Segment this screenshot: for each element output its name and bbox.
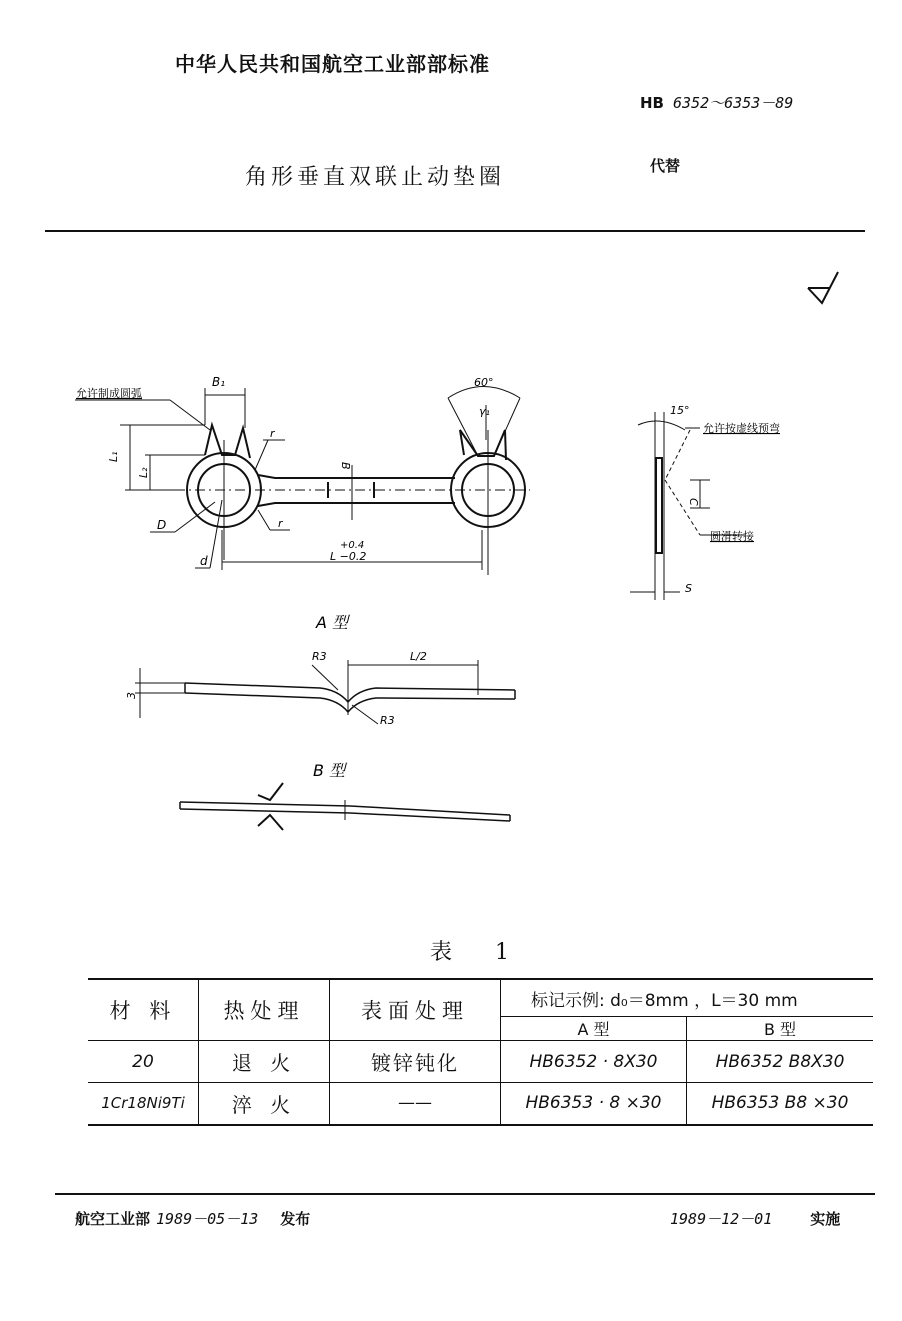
bottom-rule	[55, 1193, 875, 1195]
type-b-view	[180, 783, 510, 830]
table-row	[88, 1041, 873, 1083]
header-heat: 热处理	[199, 979, 330, 1041]
spec-table	[88, 978, 873, 1126]
footer-effective	[670, 1208, 840, 1229]
washer-side-view	[630, 412, 745, 600]
dim-r3-top: R3	[312, 650, 327, 663]
cell-material: 1Cr18Ni9Ti	[88, 1083, 199, 1125]
dim-b1: B₁	[212, 375, 226, 389]
document-title: 角形垂直双联止动垫圈	[245, 165, 506, 190]
header-material: 材 料	[88, 979, 199, 1041]
header-surface: 表面处理	[330, 979, 501, 1041]
effective-label: 实施	[810, 1210, 841, 1228]
standard-code: 6352～6353－89	[673, 94, 794, 112]
standard-prefix: HB	[640, 94, 664, 112]
dim-gamma: γ₁	[479, 405, 490, 418]
cell-type-b: HB6352 B8X30	[687, 1041, 874, 1083]
dim-r-bottom: r	[278, 517, 283, 530]
dim-b: B	[339, 462, 352, 470]
replaces-label: 代替	[650, 157, 681, 175]
dim-l2: L₂	[137, 467, 150, 478]
cell-surface: ——	[330, 1083, 501, 1125]
dim-c: C	[687, 498, 700, 506]
technical-drawing	[0, 240, 902, 840]
header-type-a: A 型	[501, 1017, 687, 1041]
cell-surface: 镀锌钝化	[330, 1041, 501, 1083]
issuer: 航空工业部	[75, 1210, 151, 1228]
type-a-label: A 型	[316, 613, 349, 632]
dim-angle-15: 15°	[670, 404, 690, 417]
dim-3: 3	[125, 692, 138, 699]
roughness-icon	[808, 272, 838, 303]
dim-length: L −0.2	[330, 550, 367, 563]
type-a-view	[135, 660, 515, 724]
issued-label: 发布	[280, 1210, 311, 1228]
cell-type-a: HB6353 · 8 ×30	[501, 1083, 687, 1125]
dim-angle-60: 60°	[474, 376, 494, 389]
top-rule	[45, 230, 865, 232]
dim-r-top: r	[270, 427, 275, 440]
footer-issue	[75, 1208, 310, 1229]
cell-type-b: HB6353 B8 ×30	[687, 1083, 874, 1125]
note-smooth: 圆滑转接	[710, 530, 754, 543]
dim-l-half: L/2	[410, 650, 427, 663]
cell-heat: 淬 火	[199, 1083, 330, 1125]
cell-material: 20	[88, 1041, 199, 1083]
dim-tol-plus: +0.4	[340, 540, 365, 551]
dim-d-outer: D	[157, 518, 167, 532]
dim-r3-bottom: R3	[380, 714, 395, 727]
header-type-b: B 型	[687, 1017, 874, 1041]
issue-date: 1989－05－13	[156, 1210, 259, 1228]
header-example: 标记示例: d₀＝8mm ，L＝30 mm	[501, 979, 874, 1017]
standard-number	[640, 92, 793, 113]
dim-s: S	[685, 582, 692, 595]
effective-date: 1989－12－01	[670, 1210, 773, 1228]
organization-header: 中华人民共和国航空工业部部标准	[175, 52, 490, 76]
table-caption: 表 1	[430, 940, 527, 965]
cell-heat: 退 火	[199, 1041, 330, 1083]
table-row	[88, 1083, 873, 1125]
dim-l1: L₁	[107, 451, 120, 462]
dim-d-inner: d	[200, 554, 208, 568]
note-arc: 允许制成圆弧	[76, 387, 142, 400]
note-bend: 允许按虚线预弯	[703, 422, 780, 435]
type-b-label: B 型	[313, 761, 346, 780]
cell-type-a: HB6352 · 8X30	[501, 1041, 687, 1083]
